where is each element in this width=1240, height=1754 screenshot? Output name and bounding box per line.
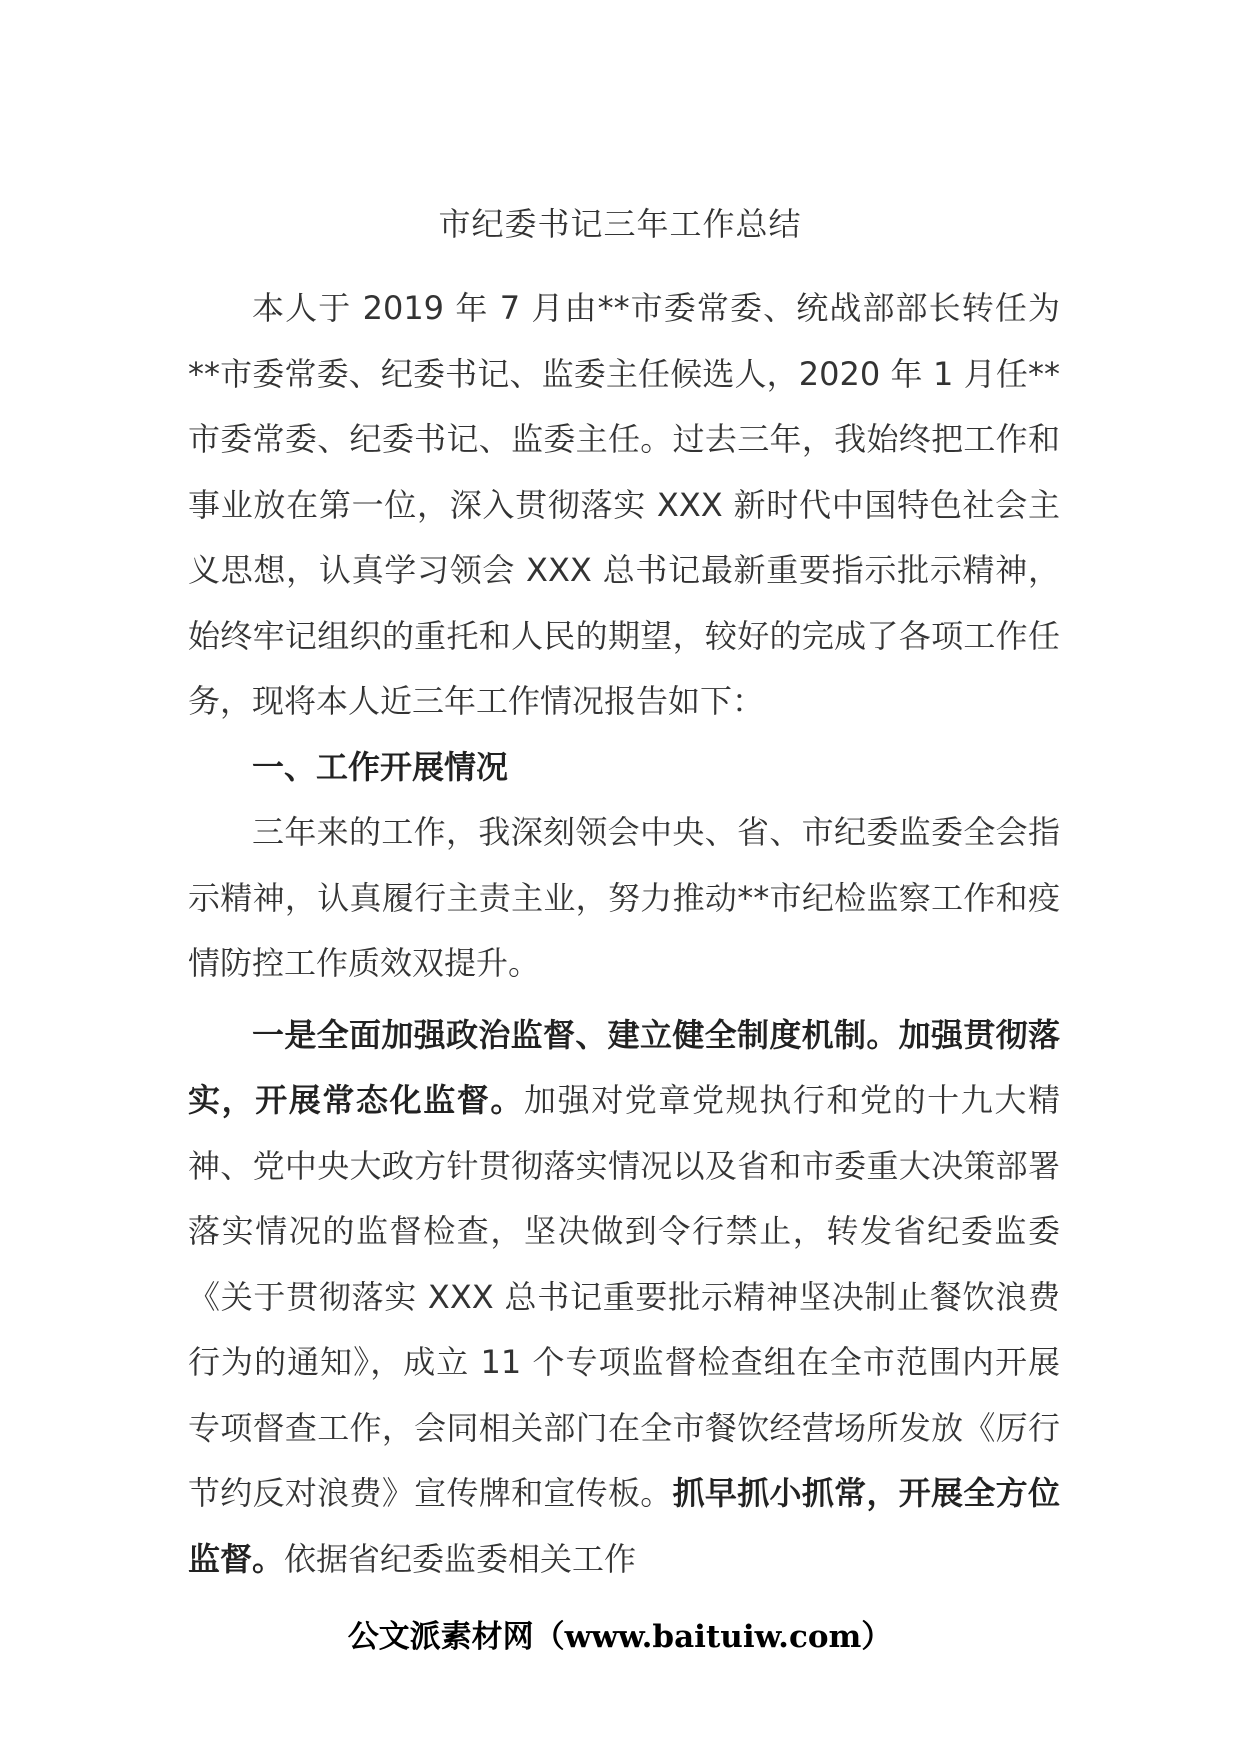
intro-paragraph: 本人于 2019 年 7 月由**市委常委、统战部部长转任为**市委常委、纪委书记、监委主任候选人，2020 年 1 月任**市委常委、纪委书记、监委主任。过去三年，我始终把工作和事业放在第一位，深入贯彻落实 XXX 新时代中国特色社会主义思想，认真学习领会 XXX 总书记最新重要指示批示精神，始终牢记组织的重托和人民的期望，较好的完成了各项工作任务，现将本人近三年工作情况报告如下： bbox=[188, 289, 1060, 720]
point-one-bold-lead: 一是全面加强政治监督、建立健全制度机制。加强贯彻落实，开展常态化监督。 bbox=[188, 1015, 1060, 1119]
document-title: 市纪委书记三年工作总结 bbox=[438, 205, 802, 243]
footer-watermark: 公文派素材网（www.baituiw.com） bbox=[347, 1619, 893, 1655]
section-heading: 一、工作开展情况 bbox=[252, 747, 509, 786]
point-one-text: 加强对党章党规执行和党的十九大精神、党中央大政方针贯彻落实情况以及省和市委重大决策部署落实情况的监督检查，坚决做到令行禁止，转发省纪委监委《关于贯彻落实 XXX 总书记重要批示精神坚决制止餐饮浪费行为的通知》，成立 11 个专项监督检查组在全市范围内开展专项督查工作，会同相关部门在全市餐饮经营场所发放《厉行节约反对浪费》宣传牌和宣传板。 bbox=[188, 1081, 1060, 1512]
point-one-paragraph bbox=[188, 1003, 1060, 1593]
point-one-bold-mid: 抓早抓小抓常，开展全方位监督。 bbox=[188, 1474, 1060, 1578]
section-paragraph: 三年来的工作，我深刻领会中央、省、市纪委监委全会指示精神，认真履行主责主业，努力推动**市纪检监察工作和疫情防控工作质效双提升。 bbox=[188, 813, 1060, 982]
point-one-text-continued: 依据省纪委监委相关工作 bbox=[284, 1539, 637, 1578]
document-body bbox=[188, 276, 1060, 1592]
